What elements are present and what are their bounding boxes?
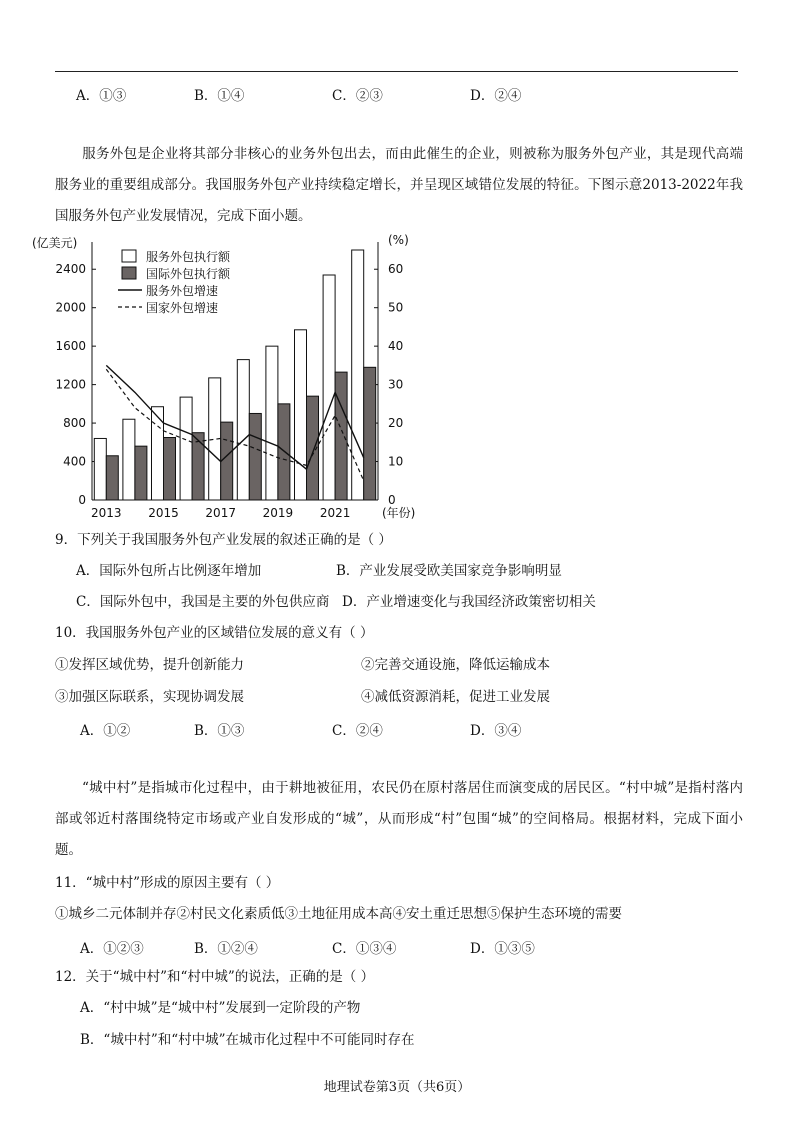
right-tick-label: 60 [388, 262, 404, 277]
legend-swatch-service [122, 250, 136, 262]
bar-service-outsourcing [180, 397, 192, 500]
q10-option-b[interactable]: B．①③ [194, 723, 245, 739]
chart-legend [118, 249, 231, 315]
q9-option-b[interactable]: B．产业发展受欧美国家竞争影响明显 [336, 563, 562, 579]
passage-urban-village-text: “城中村”是指城市化过程中，由于耕地被征用，农民仍在原村落居住而演变成的居民区。“村中城”是指村落内部或邻近村落围绕特定市场或产业自发形成的“城”，从而形成“村”包围“城”的空间格局。根据材料，完成下面小题。 [55, 780, 743, 858]
bar-international-outsourcing [278, 404, 290, 500]
q11-option-c[interactable]: C．①③④ [332, 941, 397, 957]
passage-outsourcing-text: 服务外包是企业将其部分非核心的业务外包出去，而由此催生的企业，则被称为服务外包产业，其是现代高端服务业的重要组成部分。我国服务外包产业持续稳定增长，并呈现区域错位发展的特征。下图示意2013-2022年我国服务外包产业发展情况，完成下面小题。 [55, 146, 743, 224]
passage-outsourcing [55, 139, 743, 232]
right-tick-label: 20 [388, 416, 404, 431]
left-tick-label: 2000 [55, 300, 86, 315]
bar-service-outsourcing [94, 438, 106, 500]
bar-service-outsourcing [323, 275, 335, 500]
legend-label-national-growth: 国家外包增速 [146, 301, 219, 315]
q11-option-d[interactable]: D．①③⑤ [470, 941, 535, 957]
left-tick-label: 0 [78, 493, 86, 507]
legend-label-international: 国际外包执行额 [146, 267, 231, 281]
q9-option-a[interactable]: A．国际外包所占比例逐年增加 [76, 563, 262, 579]
legend-label-service: 服务外包执行额 [146, 250, 231, 264]
prev-option-d[interactable]: D．②④ [470, 88, 522, 104]
bar-service-outsourcing [295, 330, 307, 500]
bar-international-outsourcing [221, 422, 233, 500]
left-tick-label: 400 [63, 454, 86, 469]
q12-option-a[interactable]: A．“村中城”是“城中村”发展到一定阶段的产物 [80, 1000, 361, 1016]
bar-international-outsourcing [106, 456, 118, 500]
q10-stem: 10．我国服务外包产业的区域错位发展的意义有（ ） [55, 625, 374, 641]
q11-statements: ①城乡二元体制并存②村民文化素质低③土地征用成本高④安土重迁思想⑤保护生态环境的需要 [55, 906, 622, 922]
bar-service-outsourcing [266, 346, 278, 500]
q11-option-a[interactable]: A．①②③ [80, 941, 144, 957]
prev-option-b[interactable]: B．①④ [194, 88, 245, 104]
x-tick-label: 2019 [262, 506, 294, 520]
bar-service-outsourcing [352, 250, 364, 500]
right-tick-label: 30 [388, 377, 404, 392]
legend-swatch-international [122, 267, 136, 279]
x-axis-unit: (年份) [382, 506, 416, 520]
x-tick-label: 2017 [205, 506, 236, 520]
prev-option-c[interactable]: C．②③ [332, 88, 383, 104]
left-axis-unit: (亿美元) [32, 236, 78, 250]
bar-international-outsourcing [164, 438, 176, 501]
q10-statement-4: ④减低资源消耗，促进工业发展 [361, 689, 550, 705]
right-tick-label: 0 [388, 493, 396, 507]
bar-international-outsourcing [192, 433, 204, 500]
q10-statement-1: ①发挥区域优势，提升创新能力 [55, 657, 244, 673]
q10-option-d[interactable]: D．③④ [470, 723, 522, 739]
bar-international-outsourcing [249, 413, 261, 500]
q10-option-c[interactable]: C．②④ [332, 723, 383, 739]
bar-service-outsourcing [123, 419, 135, 500]
q12-option-b[interactable]: B．“城中村”和“村中城”在城市化过程中不可能同时存在 [80, 1032, 415, 1048]
page-footer: 地理试卷第3页（共6页） [323, 1080, 471, 1095]
left-tick-label: 1200 [55, 377, 86, 392]
left-tick-label: 1600 [55, 339, 86, 354]
right-tick-label: 50 [388, 300, 404, 315]
left-tick-label: 800 [63, 416, 86, 431]
q11-stem: 11．“城中村”形成的原因主要有（ ） [55, 875, 280, 891]
prev-option-a[interactable]: A．①③ [76, 88, 127, 104]
q12-stem: 12．关于“城中村”和“村中城”的说法，正确的是（ ） [55, 969, 375, 985]
q10-option-a[interactable]: A．①② [80, 723, 131, 739]
q10-statement-2: ②完善交通设施，降低运输成本 [361, 657, 550, 673]
bar-international-outsourcing [135, 446, 147, 500]
q10-statement-3: ③加强区际联系，实现协调发展 [55, 689, 244, 705]
bar-international-outsourcing [364, 367, 376, 500]
right-axis-unit: (%) [388, 233, 409, 247]
right-tick-label: 10 [388, 454, 404, 469]
chart-bars [94, 250, 375, 500]
bar-service-outsourcing [237, 360, 249, 500]
q9-option-d[interactable]: D．产业增速变化与我国经济政策密切相关 [342, 594, 596, 610]
q11-option-b[interactable]: B．①②④ [194, 941, 258, 957]
passage-urban-village [55, 773, 743, 866]
q9-option-c[interactable]: C．国际外包中，我国是主要的外包供应商 [76, 594, 330, 610]
legend-label-service-growth: 服务外包增速 [146, 284, 219, 298]
outsourcing-chart [30, 230, 430, 526]
q9-stem: 9．下列关于我国服务外包产业发展的叙述正确的是（ ） [55, 532, 392, 548]
x-tick-label: 2013 [91, 506, 122, 520]
left-tick-label: 2400 [55, 262, 86, 277]
bar-international-outsourcing [335, 372, 347, 500]
x-tick-label: 2021 [319, 506, 351, 520]
right-tick-label: 40 [388, 339, 404, 354]
top-rule [55, 71, 738, 72]
x-tick-label: 2015 [148, 506, 179, 520]
